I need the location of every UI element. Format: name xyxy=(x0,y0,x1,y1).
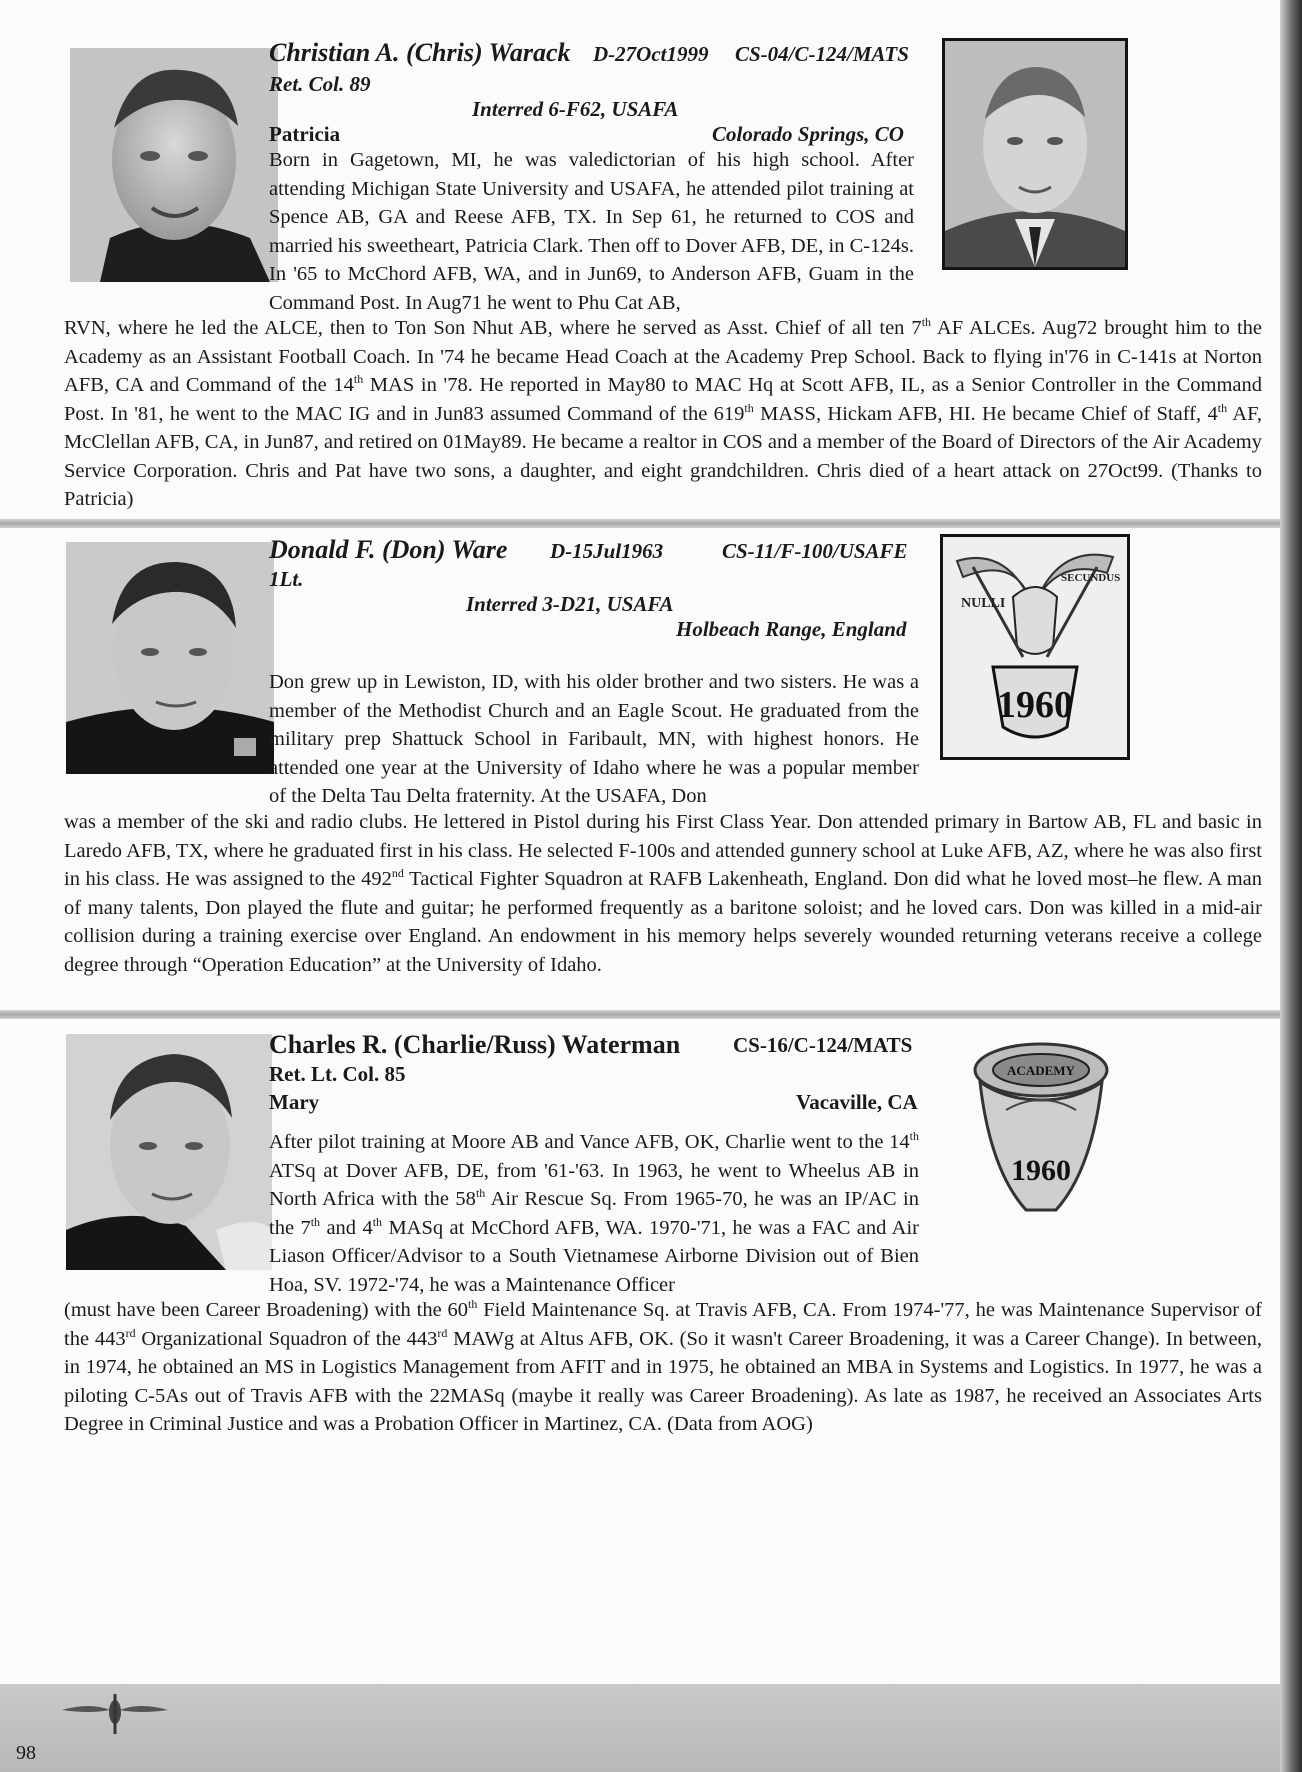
cadet-portrait-ware xyxy=(66,542,274,774)
rank: Ret. Lt. Col. 85 xyxy=(269,1062,406,1086)
biography-intro: After pilot training at Moore AB and Vance AFB, OK, Charlie went to the 14th ATSq at Dover AFB, DE, from '61-'63. In 1963, he went to Wheelus AB in North Africa with the 58th Air Rescue Sq. From 1965-70, he was an IP/AC in the 7th and 4th MASq at McChord AFB, WA. 1970-'71, he was a FAC and Air Liason Officer/Advisor to a South Vietnamese Airborne Division out of Bien Hoa, SV. 1972-'74, he was a Maintenance Officer xyxy=(269,1129,919,1296)
cadet-portrait-warack xyxy=(70,48,278,282)
entry-name: Donald F. (Don) Ware xyxy=(269,535,508,564)
spouse: Patricia xyxy=(269,122,341,146)
assignment: CS-16/C-124/MATS xyxy=(733,1033,913,1057)
location: Vacaville, CA xyxy=(796,1090,918,1114)
class-crest-emblem xyxy=(940,534,1130,760)
section-divider xyxy=(0,1010,1280,1019)
assignment: CS-04/C-124/MATS xyxy=(735,42,909,66)
biography-body: was a member of the ski and radio clubs. He lettered in Pistol during his First Class Year. Don attended primary in Bartow AB, FL and basic in Laredo AFB, TX, where he graduated first in his class. He selected F-100s and attended gunnery school at Luke AFB, AZ, where he was also first in his class. He was assigned to the 492nd Tactical Fighter Squadron at RAFB Lakenheath, England. Don did what he loved most–he flew. A man of many talents, Don played the flute and guitar; he performed frequently as a baritone soloist; and he loved cars. Don was killed in a mid-air collision during a training exercise over England. An endowment in his memory helps severely wounded returning veterans receive a college degree through “Operation Education” at the University of Idaho. xyxy=(64,811,1263,976)
rank: Ret. Col. 89 xyxy=(269,72,371,96)
assignment: CS-11/F-100/USAFE xyxy=(722,539,908,563)
class-ring-image xyxy=(966,1030,1116,1222)
cadet-portrait-waterman xyxy=(66,1034,272,1270)
ring-engraving: ACADEMY xyxy=(1007,1063,1075,1078)
ring-year: 1960 xyxy=(1011,1154,1071,1187)
location: Colorado Springs, CO xyxy=(712,122,904,146)
section-divider xyxy=(0,519,1280,528)
entry-name: Charles R. (Charlie/Russ) Waterman xyxy=(269,1030,681,1059)
biography-body: (must have been Career Broadening) with the 60th Field Maintenance Sq. at Travis AFB, CA. From 1974-'77, he was Maintenance Supervisor of the 443rd Organizational Squadron of the 443rd MAWg at Altus AFB, OK. (So it wasn't Career Broadening, it was a Career Change). In between, in 1974, he obtained an MS in Logistics Management from AFIT and in 1975, he obtained an MBA in Systems and Logistics. In 1977, he was a piloting C-5As out of Travis AFB with the 22MASq (maybe it really was Career Broadening). As late as 1987, he received an Associates Arts Degree in Criminal Justice and was a Probation Officer in Martinez, CA. (Data from AOG) xyxy=(64,1297,1263,1435)
death-date: D-15Jul1963 xyxy=(550,539,664,563)
location: Holbeach Range, England xyxy=(676,617,907,641)
rank: 1Lt. xyxy=(269,567,304,591)
biography-intro: Born in Gagetown, MI, he was valedictorian of his high school. After attending Michigan State University and USAFA, he attended pilot training at Spence AB, GA and Reese AFB, TX. In Sep 61, he returned to COS and married his sweetheart, Patricia Clark. Then off to Dover AFB, DE, in C-124s. In '65 to McChord AFB, WA, and in Jun69, to Anderson AFB, Guam in the Command Post. In Aug71 he went to Phu Cat AB, xyxy=(269,149,914,314)
crest-motto-right: SECUNDUS xyxy=(1061,572,1121,584)
crest-year: 1960 xyxy=(997,684,1073,726)
footer-band xyxy=(0,1684,1280,1772)
wings-propeller-icon xyxy=(60,1690,170,1741)
spouse: Mary xyxy=(269,1090,320,1114)
interment: Interred 6-F62, USAFA xyxy=(472,97,679,121)
biography-body: RVN, where he led the ALCE, then to Ton Son Nhut AB, where he served as Asst. Chief of all ten 7th AF ALCEs. Aug72 brought him to the Academy as an Assistant Football Coach. In '74 he became Head Coach at the Academy Prep School. Back to flying in'76 in C-141s at Norton AFB, CA and Command of the 14th MAS in '78. He reported in May80 to MAC Hq at Scott AFB, IL, as a Senior Controller in the Command Post. In '81, he went to the MAC IG and in Jun83 assumed Command of the 619th MASS, Hickam AFB, HI. He became Chief of Staff, 4th AF, McClellan AFB, CA, in Jun87, and retired on 01May89. He became a realtor in COS and a member of the Board of Directors of the Air Academy Service Corporation. Chris and Pat have two sons, a daughter, and eight grandchildren. Chris died of a heart attack on 27Oct99. (Thanks to Patricia) xyxy=(64,315,1263,510)
entry-name: Christian A. (Chris) Warack xyxy=(269,38,571,67)
crest-motto-left: NULLI xyxy=(961,596,1006,611)
death-date: D-27Oct1999 xyxy=(593,42,709,66)
biography-intro: Don grew up in Lewiston, ID, with his older brother and two sisters. He was a member of the Methodist Church and an Eagle Scout. He graduated from the military prep Shattuck School in Faribault, MN, with highest honors. He attended one year at the University of Idaho where he was a popular member of the Delta Tau Delta fraternity. At the USAFA, Don xyxy=(269,671,919,807)
interment: Interred 3-D21, USAFA xyxy=(466,592,674,616)
binding-shadow xyxy=(1280,0,1302,1772)
officer-portrait-warack xyxy=(942,38,1128,270)
page-number: 98 xyxy=(16,1742,36,1764)
